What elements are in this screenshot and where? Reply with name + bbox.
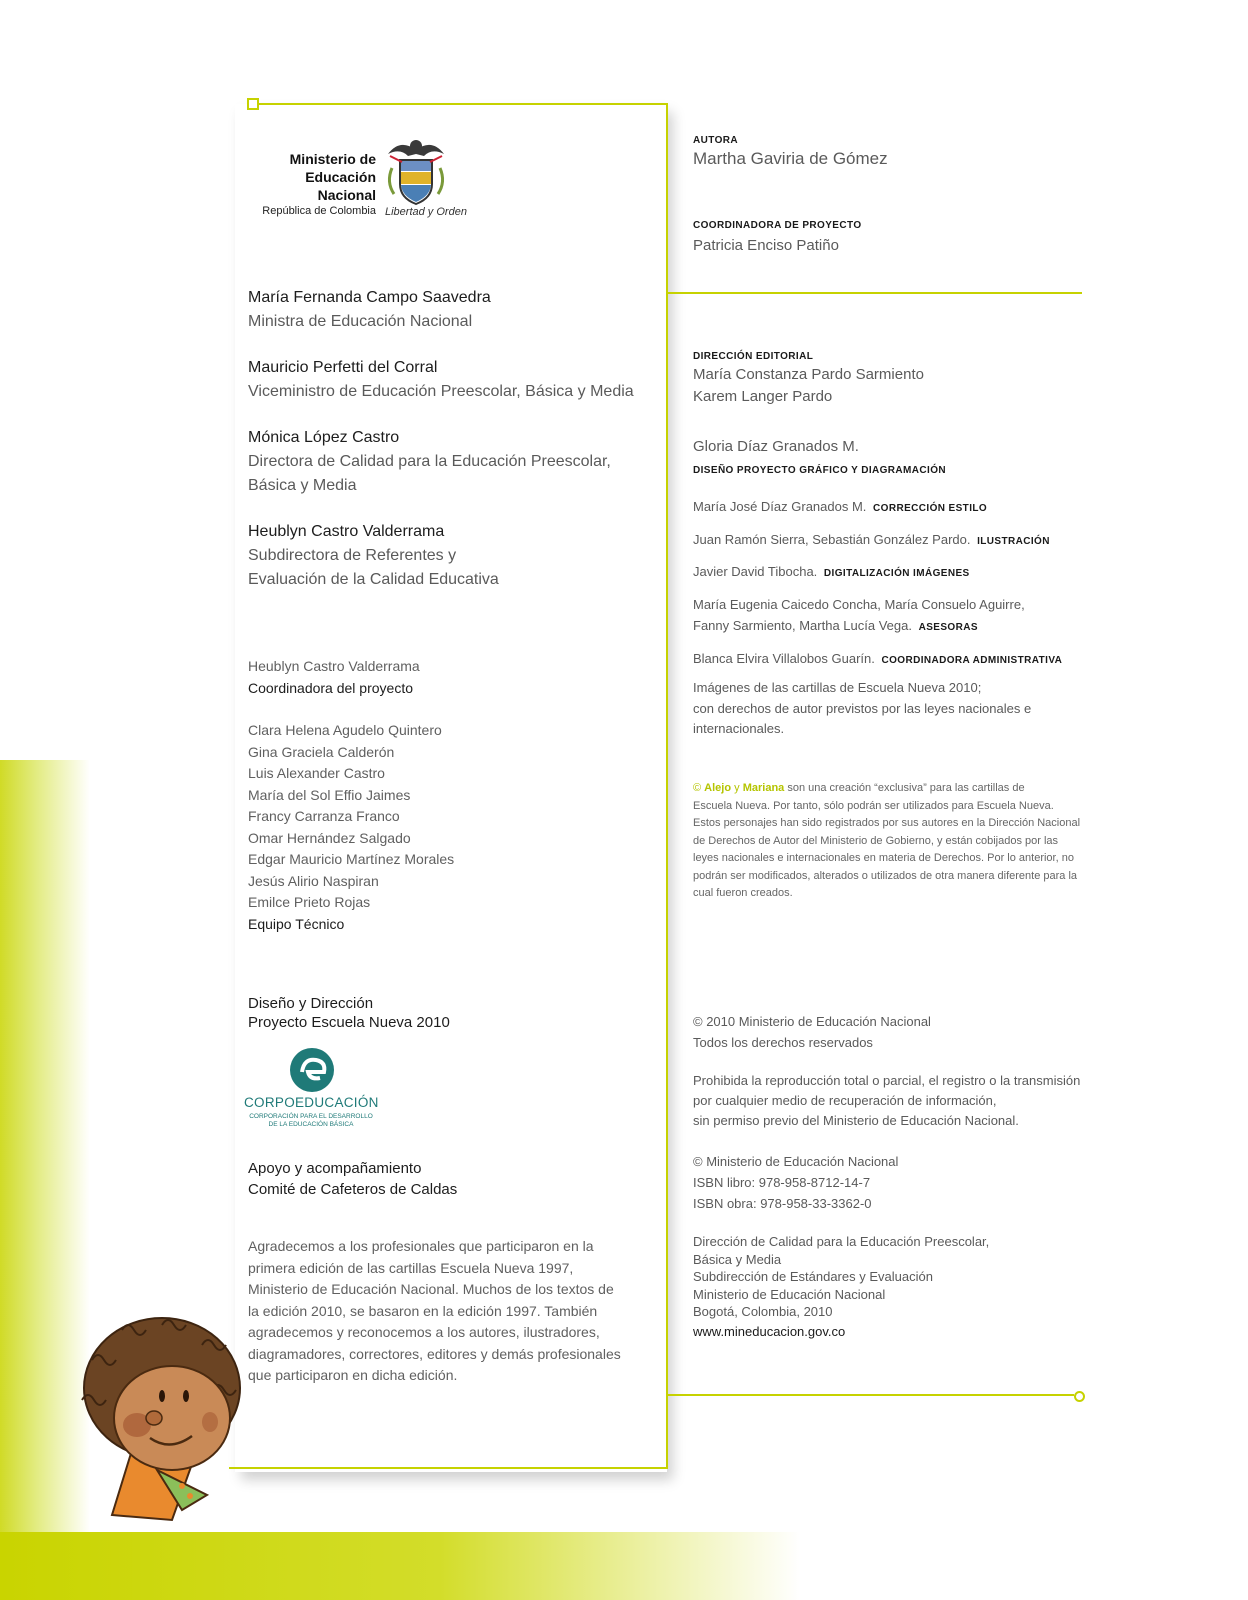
official-name: Heublyn Castro Valderrama bbox=[248, 523, 445, 540]
official-role: Ministra de Educación Nacional bbox=[248, 313, 473, 330]
ministry-line3: República de Colombia bbox=[262, 205, 376, 217]
coordinator-name-right: Patricia Enciso Patiño bbox=[693, 237, 839, 254]
right-divider-line bbox=[668, 292, 1082, 294]
credit-text: Javier David Tibocha. bbox=[693, 564, 818, 579]
corpo-sub-line: DE LA EDUCACIÓN BÁSICA bbox=[268, 1121, 354, 1128]
official-role: Viceministro de Educación Preescolar, Básica y Media bbox=[248, 383, 634, 400]
team-label: Equipo Técnico bbox=[248, 915, 345, 932]
advisors-label: ASESORAS bbox=[918, 622, 978, 633]
admin-row bbox=[693, 648, 1062, 671]
isbn-block bbox=[693, 1151, 898, 1214]
credit-row bbox=[693, 496, 987, 519]
motto-text: Libertad y Orden bbox=[385, 206, 467, 218]
characters-line: son una creación “exclusiva” para las cartillas de bbox=[787, 782, 1025, 794]
design-line2: Proyecto Escuela Nueva 2010 bbox=[248, 1014, 450, 1031]
official-role: Subdirectora de Referentes y bbox=[248, 547, 457, 564]
address-block bbox=[693, 1233, 989, 1340]
editorial-name: Karem Langer Pardo bbox=[693, 388, 833, 405]
team-member: Gina Graciela Calderón bbox=[248, 743, 395, 760]
official-role: Básica y Media bbox=[248, 477, 357, 494]
team-member: Jesús Alirio Naspiran bbox=[248, 872, 379, 889]
prohibition-block bbox=[693, 1071, 1080, 1131]
team-block bbox=[248, 656, 648, 935]
rights-block bbox=[693, 1012, 931, 1053]
editorial-name: María Constanza Pardo Sarmiento bbox=[693, 366, 924, 383]
thanks-line: diagramadores, correctores, editores y demás profesionales bbox=[248, 1345, 621, 1362]
design-line1: Diseño y Dirección bbox=[248, 995, 374, 1012]
character-alejo: Alejo bbox=[704, 782, 732, 794]
thanks-line: Ministerio de Educación Nacional. Muchos de los textos de bbox=[248, 1281, 614, 1297]
characters-line: podrán ser modificados, alterados o utilizados de otra manera diferente para la bbox=[693, 869, 1078, 882]
frame-vertical-line bbox=[666, 103, 668, 1469]
ministry-logo-text bbox=[244, 150, 376, 218]
character-mariana: Mariana bbox=[742, 782, 785, 794]
advisors-line: Fanny Sarmiento, Martha Lucía Vega. bbox=[693, 618, 912, 633]
isbn-line: ISBN obra: 978-958-33-3362-0 bbox=[693, 1196, 872, 1211]
address-line: Básica y Media bbox=[693, 1251, 782, 1267]
rights-line: Todos los derechos reservados bbox=[693, 1034, 873, 1050]
frame-bottom-line bbox=[229, 1467, 668, 1469]
team-member: Omar Hernández Salgado bbox=[248, 829, 411, 846]
ministry-line1: Ministerio de bbox=[289, 151, 376, 167]
child-character-illustration bbox=[62, 1300, 252, 1545]
admin-name: Blanca Elvira Villalobos Guarín. bbox=[693, 651, 875, 666]
team-member: Luis Alexander Castro bbox=[248, 765, 385, 781]
team-member: Clara Helena Agudelo Quintero bbox=[248, 722, 442, 738]
credit-row bbox=[693, 561, 970, 584]
characters-line: cual fueron creados. bbox=[693, 887, 793, 899]
characters-note bbox=[693, 780, 1088, 903]
coordinator-label: COORDINADORA DE PROYECTO bbox=[693, 220, 862, 231]
isbn-line: ISBN libro: 978-958-8712-14-7 bbox=[693, 1175, 871, 1190]
coordinator-name: Heublyn Castro Valderrama bbox=[248, 658, 420, 674]
credit-text: Juan Ramón Sierra, Sebastián González Pardo. bbox=[693, 532, 971, 547]
prohibition-line: sin permiso previo del Ministerio de Educación Nacional. bbox=[693, 1113, 1019, 1128]
characters-line: leyes nacionales e internacionales en materia de Derechos. Por lo anterior, no bbox=[693, 852, 1074, 864]
character-and: y bbox=[734, 782, 740, 794]
design-name: Gloria Díaz Granados M. bbox=[693, 438, 859, 455]
credit-row bbox=[693, 529, 1050, 552]
support-line2: Comité de Cafeteros de Caldas bbox=[248, 1181, 458, 1198]
officials-block bbox=[248, 286, 648, 592]
thanks-line: Agradecemos a los profesionales que participaron en la bbox=[248, 1238, 594, 1254]
advisors-line: María Eugenia Caicedo Concha, María Consuelo Aguirre, bbox=[693, 597, 1025, 612]
admin-label: COORDINADORA ADMINISTRATIVA bbox=[881, 655, 1063, 666]
corpoeducacion-logo-icon bbox=[288, 1046, 336, 1099]
prohibition-line: por cualquier medio de recuperación de información, bbox=[693, 1093, 997, 1108]
images-line: con derechos de autor previstos por las leyes nacionales e bbox=[693, 700, 1032, 716]
editorial-label: DIRECCIÓN EDITORIAL bbox=[693, 351, 814, 362]
isbn-line: © Ministerio de Educación Nacional bbox=[693, 1154, 899, 1169]
corpoeducacion-subtitle bbox=[246, 1113, 376, 1129]
credit-label: ILUSTRACIÓN bbox=[977, 536, 1050, 547]
thanks-paragraph bbox=[248, 1236, 648, 1387]
address-line: Ministerio de Educación Nacional bbox=[693, 1286, 886, 1302]
rights-line: © 2010 Ministerio de Educación Nacional bbox=[693, 1014, 931, 1029]
thanks-line: que participaron en dicha edición. bbox=[248, 1367, 458, 1383]
website-link[interactable]: www.mineducacion.gov.co bbox=[693, 1323, 846, 1339]
images-line: Imágenes de las cartillas de Escuela Nueva 2010; bbox=[693, 680, 982, 695]
official-role: Evaluación de la Calidad Educativa bbox=[248, 571, 499, 588]
corpoeducacion-name: CORPOEDUCACIÓN bbox=[244, 1095, 379, 1110]
thanks-line: la edición 2010, se basaron en la edición 1997. También bbox=[248, 1302, 598, 1319]
official-name: Mónica López Castro bbox=[248, 429, 400, 446]
credit-label: CORRECCIÓN ESTILO bbox=[873, 503, 988, 514]
thanks-line: agradecemos y reconocemos a los autores, ilustradores, bbox=[248, 1324, 600, 1340]
credit-label: DIGITALIZACIÓN IMÁGENES bbox=[823, 568, 970, 579]
ministry-line2: Educación Nacional bbox=[305, 169, 376, 203]
address-line: Subdirección de Estándares y Evaluación bbox=[693, 1269, 933, 1284]
coordinator-role: Coordinadora del proyecto bbox=[248, 679, 413, 696]
team-member: Edgar Mauricio Martínez Morales bbox=[248, 851, 455, 867]
prohibition-line: Prohibida la reproducción total o parcial, el registro o la transmisión bbox=[693, 1073, 1081, 1088]
images-line: internacionales. bbox=[693, 721, 785, 736]
address-line: Dirección de Calidad para la Educación Preescolar, bbox=[693, 1234, 990, 1249]
advisors-block bbox=[693, 594, 1025, 638]
circle-marker bbox=[1074, 1391, 1085, 1402]
right-bottom-line bbox=[668, 1394, 1074, 1396]
thanks-line: primera edición de las cartillas Escuela Nueva 1997, bbox=[248, 1259, 574, 1276]
coat-of-arms-icon bbox=[380, 132, 452, 217]
square-marker bbox=[247, 98, 259, 110]
design-direction bbox=[248, 994, 648, 1032]
team-member: Francy Carranza Franco bbox=[248, 808, 400, 824]
team-member: María del Sol Effio Jaimes bbox=[248, 786, 411, 803]
editorial-names bbox=[693, 364, 924, 408]
official-role: Directora de Calidad para la Educación Preescolar, bbox=[248, 453, 611, 470]
frame-top-line bbox=[250, 103, 668, 105]
credit-text: María José Díaz Granados M. bbox=[693, 499, 867, 514]
address-line: Bogotá, Colombia, 2010 bbox=[693, 1304, 833, 1319]
corpo-sub-line: CORPORACIÓN PARA EL DESARROLLO bbox=[249, 1113, 373, 1120]
copyright-symbol: © bbox=[693, 782, 702, 794]
support-block bbox=[248, 1158, 648, 1200]
design-label: DISEÑO PROYECTO GRÁFICO Y DIAGRAMACIÓN bbox=[693, 465, 947, 476]
official-name: María Fernanda Campo Saavedra bbox=[248, 289, 491, 306]
author-label: AUTORA bbox=[693, 135, 738, 146]
team-member: Emilce Prieto Rojas bbox=[248, 894, 371, 910]
support-line1: Apoyo y acompañamiento bbox=[248, 1160, 422, 1177]
images-note bbox=[693, 678, 1031, 740]
official-name: Mauricio Perfetti del Corral bbox=[248, 359, 438, 376]
author-name: Martha Gaviria de Gómez bbox=[693, 149, 888, 168]
characters-line: Estos personajes han sido registrados por sus autores en la Dirección Nacional bbox=[693, 817, 1081, 829]
characters-line: Escuela Nueva. Por tanto, sólo podrán ser utilizados para Escuela Nueva. bbox=[693, 799, 1054, 812]
characters-line: de Derechos de Autor del Ministerio de Gobierno, y están cobijados por las bbox=[693, 834, 1059, 847]
